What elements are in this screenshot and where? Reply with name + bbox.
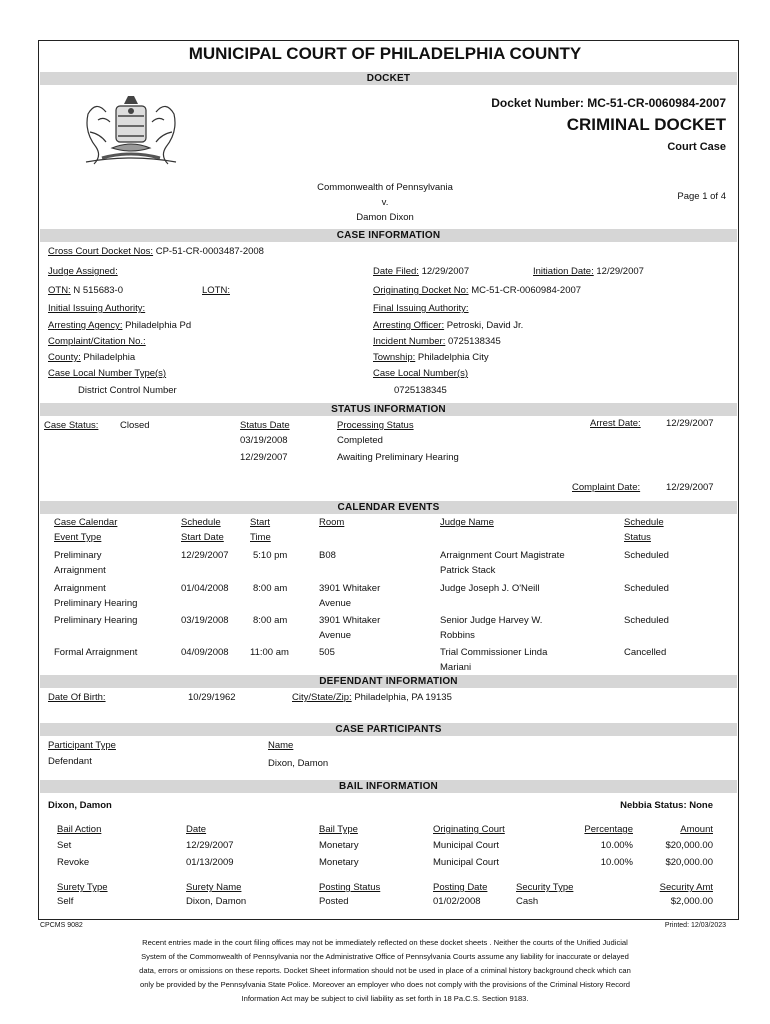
surety-name-label: Surety Name — [186, 882, 242, 893]
disclaimer-line: Recent entries made in the court filing offices may not be immediately reflected on these docket sheets . Neither the courts of the Unified Judicial — [142, 938, 628, 947]
status-date-label: Status Date — [240, 420, 290, 431]
disclaimer-line: only be provided by the Pennsylvania State Police. Moreover an employer who does not comply with the provisions of the Criminal History Record — [139, 980, 631, 989]
calendar-header-date: Schedule — [181, 517, 221, 528]
docket-bar: DOCKET — [40, 72, 737, 85]
calendar-header-room: Room — [319, 517, 345, 528]
bail-action: Set — [57, 840, 72, 851]
calendar-header-date: Start Date — [181, 532, 224, 543]
otn-label: OTN: — [48, 285, 71, 296]
security-type-label: Security Type — [516, 882, 574, 893]
cross-docket-value: CP-51-CR-0003487-2008 — [155, 246, 264, 257]
calendar-event-room-cont: Avenue — [319, 630, 352, 641]
calendar-header-status: Schedule — [624, 517, 664, 528]
caption-versus: v. — [381, 197, 389, 208]
calendar-event-type: Preliminary Hearing — [54, 615, 138, 626]
bail-person: Dixon, Damon — [48, 800, 112, 811]
posting-date-label: Posting Date — [433, 882, 488, 893]
bail-percentage: 10.00% — [600, 840, 633, 851]
calendar-event-time: 5:10 pm — [253, 550, 288, 561]
arresting-agency-label: Arresting Agency: — [48, 320, 123, 331]
calendar-event-date: 04/09/2008 — [181, 647, 229, 658]
initiation-date: 12/29/2007 — [596, 266, 644, 277]
complaint-citation-label: Complaint/Citation No.: — [48, 336, 146, 347]
bail-header-type: Bail Type — [319, 824, 358, 835]
calendar-event-judge: Trial Commissioner Linda — [440, 647, 548, 658]
local-number: 0725138345 — [394, 385, 447, 396]
caption-defendant: Damon Dixon — [356, 212, 414, 223]
disclaimer-line: System of the Commonwealth of Pennsylvania nor the Administrative Office of Pennsylvania Courts assume any liability for inaccurate or delayed — [141, 952, 629, 961]
county-label: County: — [48, 352, 81, 363]
calendar-header-type: Case Calendar — [54, 517, 118, 528]
calendar-events-bar: CALENDAR EVENTS — [40, 501, 737, 514]
status-row-status: Completed — [337, 435, 383, 446]
calendar-event-time: 11:00 am — [250, 647, 289, 658]
calendar-event-judge-cont: Patrick Stack — [440, 565, 496, 576]
township-value: Philadelphia City — [417, 352, 489, 363]
calendar-event-date: 01/04/2008 — [181, 583, 229, 594]
participant-name: Dixon, Damon — [268, 758, 329, 769]
posting-status-label: Posting Status — [319, 882, 381, 893]
case-information-bar: CASE INFORMATION — [40, 229, 737, 242]
surety-type: Self — [57, 896, 74, 907]
participant-type: Defendant — [48, 756, 92, 767]
case-status-label: Case Status: — [44, 420, 99, 431]
calendar-event-room: 505 — [319, 647, 335, 658]
status-row-date: 03/19/2008 — [240, 435, 288, 446]
calendar-event-type: Preliminary — [54, 550, 102, 561]
calendar-event-judge: Judge Joseph J. O'Neill — [440, 583, 540, 594]
case-participants-bar: CASE PARTICIPANTS — [40, 723, 737, 736]
pennsylvania-seal-icon — [76, 92, 186, 168]
final-authority-label: Final Issuing Authority: — [373, 303, 469, 314]
incident-number-label: Incident Number: — [373, 336, 446, 347]
complaint-date-label: Complaint Date: — [572, 482, 641, 493]
posting-date: 01/02/2008 — [433, 896, 481, 907]
county-value: Philadelphia — [83, 352, 136, 363]
surety-type-label: Surety Type — [57, 882, 108, 893]
bail-information-bar: BAIL INFORMATION — [40, 780, 737, 793]
complaint-date: 12/29/2007 — [666, 482, 714, 493]
processing-status-label: Processing Status — [337, 420, 414, 431]
bail-header-date: Date — [186, 824, 207, 835]
calendar-event-date: 12/29/2007 — [181, 550, 229, 561]
dob-label: Date Of Birth: — [48, 692, 106, 703]
calendar-event-judge: Senior Judge Harvey W. — [440, 615, 543, 626]
calendar-event-time: 8:00 am — [253, 615, 288, 626]
arresting-agency: Philadelphia Pd — [125, 320, 192, 331]
bail-date: 12/29/2007 — [186, 840, 234, 851]
status-row-status: Awaiting Preliminary Hearing — [337, 452, 459, 463]
calendar-header-type: Event Type — [54, 532, 102, 543]
security-type: Cash — [516, 896, 539, 907]
arrest-date-label: Arrest Date: — [590, 418, 641, 429]
disclaimer-line: Information Act may be subject to civil liability as set forth in 18 Pa.C.S. Section 9183. — [241, 994, 529, 1003]
bail-header-action: Bail Action — [57, 824, 102, 835]
security-amt-label: Security Amt — [659, 882, 713, 893]
printed-date: Printed: 12/03/2023 — [664, 922, 726, 929]
calendar-event-room-cont: Avenue — [319, 598, 352, 609]
calendar-header-time: Start — [250, 517, 271, 528]
calendar-event-judge-cont: Mariani — [440, 662, 472, 673]
local-number-type-label: Case Local Number Type(s) — [48, 368, 167, 379]
disclaimer-line: data, errors or omissions on these reports. Docket Sheet information should not be used in place of a criminal history background check which can — [139, 966, 631, 975]
docket-type: CRIMINAL DOCKET — [566, 115, 726, 134]
security-amt: $2,000.00 — [670, 896, 713, 907]
dob-value: 10/29/1962 — [188, 692, 236, 703]
calendar-event-type: Arraignment — [54, 583, 106, 594]
bail-amount: $20,000.00 — [665, 840, 713, 851]
incident-number: 0725138345 — [447, 336, 501, 347]
calendar-event-status: Cancelled — [624, 647, 667, 658]
calendar-event-room: 3901 Whitaker — [319, 615, 381, 626]
calendar-event-room: 3901 Whitaker — [319, 583, 381, 594]
bail-action: Revoke — [57, 857, 90, 868]
township-label: Township: — [373, 352, 416, 363]
docket-number: Docket Number: MC-51-CR-0060984-2007 — [491, 96, 726, 110]
arrest-date: 12/29/2007 — [666, 418, 714, 429]
calendar-event-date: 03/19/2008 — [181, 615, 229, 626]
surety-name: Dixon, Damon — [186, 896, 247, 907]
posting-status: Posted — [319, 896, 349, 907]
initial-authority-label: Initial Issuing Authority: — [48, 303, 146, 314]
bail-header-amount: Amount — [680, 824, 713, 835]
judge-assigned-label: Judge Assigned: — [48, 266, 118, 277]
defendant-information-bar: DEFENDANT INFORMATION — [40, 675, 737, 688]
orig-docket-label: Originating Docket No: — [373, 285, 469, 296]
page-number: Page 1 of 4 — [677, 191, 726, 202]
calendar-event-judge-cont: Robbins — [440, 630, 475, 641]
arresting-officer-label: Arresting Officer: — [373, 320, 445, 331]
calendar-header-time: Time — [250, 532, 271, 543]
case-kind: Court Case — [667, 141, 726, 153]
calendar-event-status: Scheduled — [624, 583, 669, 594]
lotn-label: LOTN: — [202, 285, 230, 296]
date-filed: 12/29/2007 — [421, 266, 470, 277]
arresting-officer: Petroski, David Jr. — [446, 320, 524, 331]
city-state-zip: Philadelphia, PA 19135 — [354, 692, 452, 703]
orig-docket-value: MC-51-CR-0060984-2007 — [471, 285, 582, 296]
case-status-value: Closed — [120, 420, 150, 431]
form-id: CPCMS 9082 — [40, 922, 83, 929]
calendar-header-status: Status — [624, 532, 651, 543]
calendar-event-time: 8:00 am — [253, 583, 288, 594]
calendar-event-judge: Arraignment Court Magistrate — [440, 550, 565, 561]
local-number-label: Case Local Number(s) — [373, 368, 469, 379]
caption-plaintiff: Commonwealth of Pennsylvania — [317, 182, 453, 193]
court-name: MUNICIPAL COURT OF PHILADELPHIA COUNTY — [188, 44, 582, 63]
participant-name-label: Name — [268, 740, 294, 751]
nebbia-status: Nebbia Status: None — [620, 800, 713, 811]
bail-header-court: Originating Court — [433, 824, 505, 835]
bail-type: Monetary — [319, 840, 359, 851]
calendar-event-type: Formal Arraignment — [54, 647, 138, 658]
calendar-event-type-cont: Preliminary Hearing — [54, 598, 138, 609]
status-information-bar: STATUS INFORMATION — [40, 403, 737, 416]
cross-docket-label: Cross Court Docket Nos: — [48, 246, 154, 257]
participant-type-label: Participant Type — [48, 740, 116, 751]
initiation-date-label: Initiation Date: — [533, 266, 594, 277]
bail-percentage: 10.00% — [600, 857, 633, 868]
bail-court: Municipal Court — [433, 857, 499, 868]
status-row-date: 12/29/2007 — [240, 452, 288, 463]
bail-type: Monetary — [319, 857, 359, 868]
bail-header-percentage: Percentage — [584, 824, 633, 835]
calendar-header-judge: Judge Name — [440, 517, 494, 528]
date-filed-label: Date Filed: — [373, 266, 419, 277]
calendar-event-room: B08 — [319, 550, 336, 561]
local-number-type: District Control Number — [78, 385, 177, 396]
otn-value: N 515683-0 — [73, 285, 123, 296]
bail-amount: $20,000.00 — [665, 857, 713, 868]
bail-court: Municipal Court — [433, 840, 499, 851]
calendar-event-type-cont: Arraignment — [54, 565, 106, 576]
city-state-zip-label: City/State/Zip: — [292, 692, 352, 703]
bail-date: 01/13/2009 — [186, 857, 234, 868]
calendar-event-status: Scheduled — [624, 615, 669, 626]
calendar-event-status: Scheduled — [624, 550, 669, 561]
